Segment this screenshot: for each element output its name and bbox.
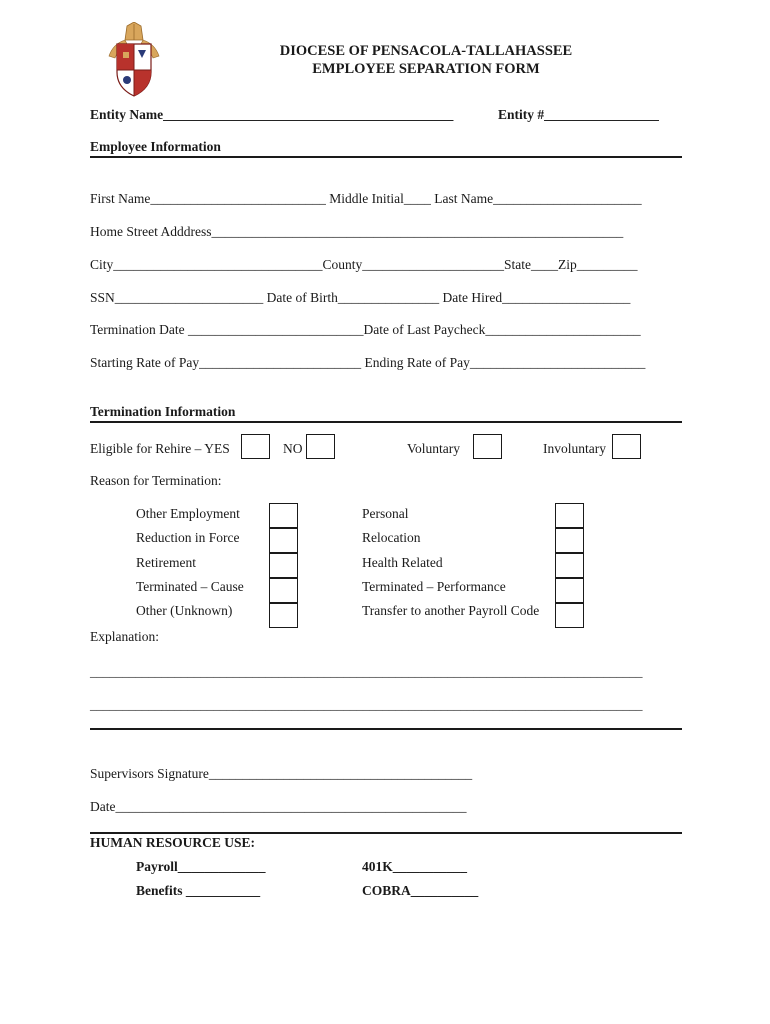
explanation-label: Explanation:: [90, 629, 159, 644]
section-divider: [90, 156, 682, 158]
reason-retirement-checkbox[interactable]: [269, 553, 298, 578]
reason-other-unknown-label: Other (Unknown): [136, 603, 233, 618]
termination-info-heading: Termination Information: [90, 404, 236, 419]
entity-name-field[interactable]: Entity Name___________________________________________: [90, 107, 454, 122]
reason-other-employment-label: Other Employment: [136, 506, 240, 521]
reason-terminated-cause-label: Terminated – Cause: [136, 579, 244, 594]
reason-transfer-payroll-checkbox[interactable]: [555, 603, 584, 628]
hr-use-heading: HUMAN RESOURCE USE:: [90, 835, 256, 850]
name-fields-line[interactable]: First Name__________________________ Middle Initial____ Last Name______________________: [90, 191, 642, 206]
hr-401k-field[interactable]: 401K___________: [362, 859, 468, 874]
hr-cobra-field[interactable]: COBRA__________: [362, 883, 479, 898]
reason-transfer-payroll-label: Transfer to another Payroll Code: [362, 603, 540, 618]
signature-date-field[interactable]: Date____________________________________________________: [90, 799, 467, 814]
reason-terminated-performance-checkbox[interactable]: [555, 578, 584, 603]
reason-retirement-label: Retirement: [136, 555, 196, 570]
rehire-yes-checkbox[interactable]: [241, 434, 270, 459]
voluntary-checkbox[interactable]: [473, 434, 502, 459]
rehire-label: Eligible for Rehire – YES: [90, 441, 230, 456]
diocese-crest-logo: [105, 22, 163, 98]
employee-info-heading: Employee Information: [90, 139, 221, 154]
involuntary-checkbox[interactable]: [612, 434, 641, 459]
voluntary-label: Voluntary: [407, 441, 460, 456]
termination-paycheck-line[interactable]: Termination Date __________________________Date of Last Paycheck_______________________: [90, 322, 641, 337]
hr-payroll-field[interactable]: Payroll_____________: [136, 859, 266, 874]
home-address-field[interactable]: Home Street Adddress_____________________________________________________________: [90, 224, 624, 239]
reason-relocation-label: Relocation: [362, 530, 421, 545]
section-divider: [90, 832, 682, 834]
involuntary-label: Involuntary: [543, 441, 606, 456]
reason-personal-checkbox[interactable]: [555, 503, 584, 528]
reason-health-related-checkbox[interactable]: [555, 553, 584, 578]
reason-reduction-in-force-checkbox[interactable]: [269, 528, 298, 553]
reason-reduction-in-force-label: Reduction in Force: [136, 530, 240, 545]
section-divider: [90, 421, 682, 423]
explanation-line-2[interactable]: _____________________________________________________________________________________: [90, 697, 643, 712]
city-county-state-zip-line[interactable]: City_______________________________County_____________________State____Zip_________: [90, 257, 638, 272]
ssn-dob-hired-line[interactable]: SSN______________________ Date of Birth_______________ Date Hired___________________: [90, 290, 631, 305]
section-divider: [90, 728, 682, 730]
reason-terminated-cause-checkbox[interactable]: [269, 578, 298, 603]
rehire-no-label: NO: [283, 441, 303, 456]
hr-benefits-field[interactable]: Benefits ___________: [136, 883, 261, 898]
form-title-line2: EMPLOYEE SEPARATION FORM: [312, 61, 540, 77]
reason-health-related-label: Health Related: [362, 555, 443, 570]
rate-of-pay-line[interactable]: Starting Rate of Pay________________________ Ending Rate of Pay__________________________: [90, 355, 646, 370]
entity-number-field[interactable]: Entity #_________________: [498, 107, 659, 122]
rehire-no-checkbox[interactable]: [306, 434, 335, 459]
reason-label: Reason for Termination:: [90, 473, 222, 488]
explanation-line-1[interactable]: _____________________________________________________________________________________: [90, 664, 643, 679]
reason-other-unknown-checkbox[interactable]: [269, 603, 298, 628]
reason-relocation-checkbox[interactable]: [555, 528, 584, 553]
reason-personal-label: Personal: [362, 506, 409, 521]
supervisor-signature-field[interactable]: Supervisors Signature_______________________________________: [90, 766, 473, 781]
reason-other-employment-checkbox[interactable]: [269, 503, 298, 528]
reason-terminated-performance-label: Terminated – Performance: [362, 579, 506, 594]
form-title-line1: DIOCESE OF PENSACOLA-TALLAHASSEE: [279, 43, 573, 59]
